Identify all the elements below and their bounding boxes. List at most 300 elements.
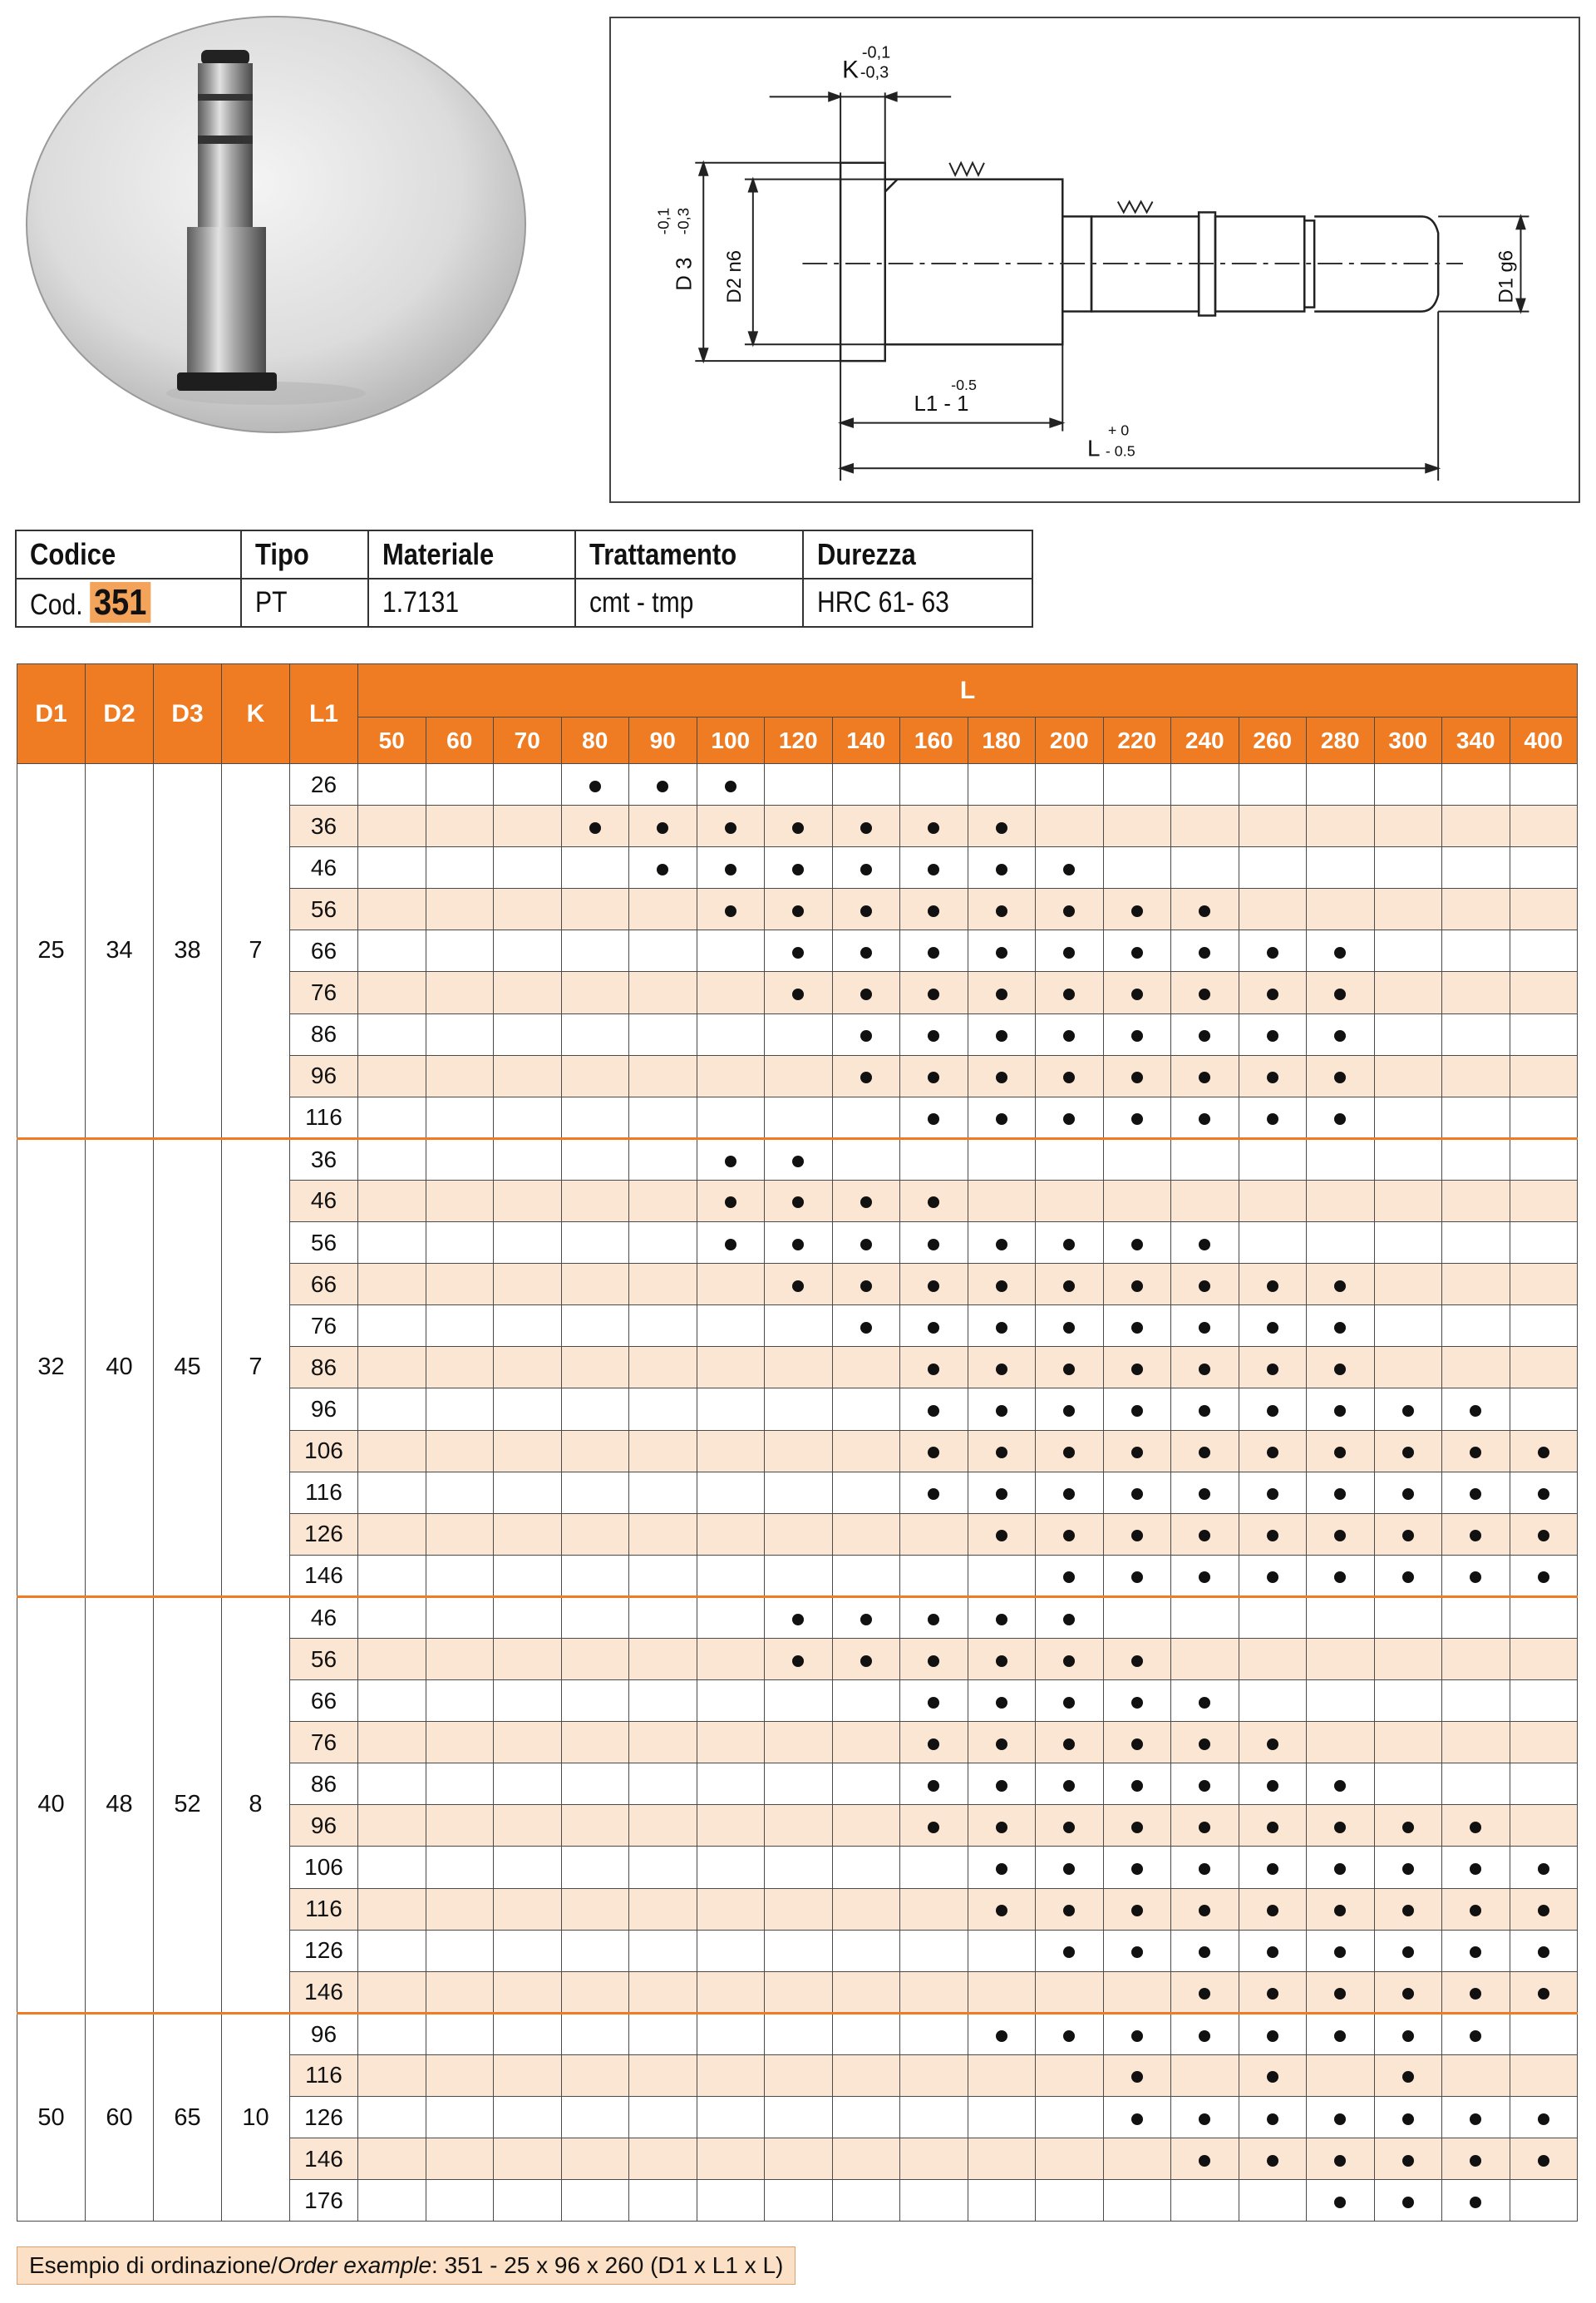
- cell-l-80: [561, 1347, 629, 1388]
- cell-l-200: [1036, 2054, 1104, 2096]
- cell-l-300: [1374, 1513, 1442, 1555]
- availability-dot: [928, 1488, 939, 1500]
- cell-l-120: [765, 1180, 833, 1221]
- cell-l-80: [561, 1055, 629, 1097]
- d3-label: D 3: [672, 257, 697, 291]
- availability-dot: [1470, 1905, 1481, 1916]
- availability-dot: [1470, 1822, 1481, 1833]
- availability-dot: [860, 1322, 872, 1334]
- cell-l-300: [1374, 1472, 1442, 1513]
- cell-l-200: [1036, 1430, 1104, 1472]
- cell-l-180: [968, 1472, 1036, 1513]
- cell-l-90: [629, 1180, 697, 1221]
- cell-l-140: [832, 1264, 900, 1305]
- header-l-100: 100: [697, 718, 765, 764]
- availability-dot: [1334, 1113, 1346, 1125]
- cell-l-120: [765, 1222, 833, 1264]
- header-l-280: 280: [1307, 718, 1375, 764]
- availability-dot: [996, 1239, 1007, 1250]
- availability-dot: [928, 864, 939, 875]
- cell-l-300: [1374, 764, 1442, 806]
- cell-l1: 86: [290, 1763, 358, 1805]
- cell-l-70: [494, 1722, 562, 1763]
- cell-l-200: [1036, 1097, 1104, 1138]
- cell-l-220: [1103, 1347, 1171, 1388]
- cell-l-240: [1171, 1513, 1239, 1555]
- cell-l-400: [1510, 2013, 1578, 2054]
- cell-l1: 46: [290, 1180, 358, 1221]
- cell-l-50: [358, 1763, 426, 1805]
- cell-l-60: [426, 1347, 494, 1388]
- cell-l-300: [1374, 1013, 1442, 1055]
- cell-l-180: [968, 1347, 1036, 1388]
- cell-l1: 66: [290, 1264, 358, 1305]
- cell-l-280: [1307, 930, 1375, 972]
- cell-l-140: [832, 1930, 900, 1971]
- availability-dot: [1470, 1946, 1481, 1958]
- cell-l-70: [494, 1222, 562, 1264]
- cell-l-340: [1442, 1680, 1510, 1722]
- cell-l-140: [832, 1722, 900, 1763]
- cell-d1: 40: [17, 1596, 86, 2013]
- cell-l-140: [832, 930, 900, 972]
- cell-l-260: [1239, 1180, 1307, 1221]
- header-d2: D2: [86, 664, 154, 764]
- availability-dot: [996, 1364, 1007, 1375]
- availability-dot: [1199, 2113, 1210, 2125]
- availability-dot: [928, 1614, 939, 1625]
- cell-l-90: [629, 1430, 697, 1472]
- cell-l-90: [629, 1805, 697, 1847]
- cell-l-90: [629, 2180, 697, 2222]
- cell-l-220: [1103, 1888, 1171, 1930]
- cell-l-200: [1036, 972, 1104, 1013]
- cell-l-340: [1442, 847, 1510, 889]
- cell-l-400: [1510, 1596, 1578, 1638]
- cell-l-160: [900, 2138, 968, 2180]
- cell-l-160: [900, 1347, 968, 1388]
- cell-l1: 146: [290, 1971, 358, 2013]
- cell-l-340: [1442, 889, 1510, 930]
- order-example-italic: Order example: [277, 2252, 432, 2278]
- availability-dot: [1538, 1988, 1549, 2000]
- cell-l-400: [1510, 1472, 1578, 1513]
- cell-l-240: [1171, 2097, 1239, 2138]
- cell-l-260: [1239, 806, 1307, 847]
- cell-l-80: [561, 1888, 629, 1930]
- cell-l-140: [832, 1971, 900, 2013]
- availability-dot: [1334, 1822, 1346, 1833]
- availability-dot: [1267, 2030, 1278, 2042]
- cell-l-340: [1442, 972, 1510, 1013]
- availability-dot: [1267, 1364, 1278, 1375]
- technical-drawing-frame: [609, 17, 1580, 503]
- cell-l-90: [629, 806, 697, 847]
- cell-l-160: [900, 1805, 968, 1847]
- cell-l-70: [494, 1055, 562, 1097]
- availability-dot: [1267, 1405, 1278, 1417]
- cell-l-160: [900, 1388, 968, 1430]
- cell-l-100: [697, 1513, 765, 1555]
- cell-l-90: [629, 1097, 697, 1138]
- availability-dot: [657, 781, 668, 792]
- cell-l-80: [561, 1430, 629, 1472]
- cell-l-120: [765, 1722, 833, 1763]
- cell-l-300: [1374, 1555, 1442, 1596]
- cell-l-60: [426, 847, 494, 889]
- cell-l-200: [1036, 806, 1104, 847]
- cell-l-70: [494, 1638, 562, 1679]
- cell-l-100: [697, 1971, 765, 2013]
- cell-l-120: [765, 1805, 833, 1847]
- availability-dot: [1402, 2030, 1414, 2042]
- cell-l1: 146: [290, 2138, 358, 2180]
- cell-l-50: [358, 1264, 426, 1305]
- availability-dot: [1402, 2113, 1414, 2125]
- cell-l-50: [358, 2013, 426, 2054]
- availability-dot: [1131, 1239, 1143, 1250]
- cell-l-160: [900, 847, 968, 889]
- cell-l-80: [561, 1680, 629, 1722]
- cell-l-100: [697, 1013, 765, 1055]
- cell-l-160: [900, 1763, 968, 1805]
- cell-l-90: [629, 2013, 697, 2054]
- cell-l-280: [1307, 889, 1375, 930]
- cell-l-280: [1307, 1680, 1375, 1722]
- cell-l-180: [968, 1305, 1036, 1347]
- cell-l-220: [1103, 1722, 1171, 1763]
- cell-l-260: [1239, 1638, 1307, 1679]
- cell-l-100: [697, 1638, 765, 1679]
- cell-l-280: [1307, 1930, 1375, 1971]
- cell-l-60: [426, 1097, 494, 1138]
- cell-l-220: [1103, 1763, 1171, 1805]
- cell-l-70: [494, 1555, 562, 1596]
- cell-l-60: [426, 1138, 494, 1180]
- availability-dot: [1063, 1322, 1075, 1334]
- availability-dot: [1199, 1822, 1210, 1833]
- cell-l-200: [1036, 847, 1104, 889]
- cell-l-280: [1307, 1055, 1375, 1097]
- cell-l-400: [1510, 1264, 1578, 1305]
- cell-l-300: [1374, 1347, 1442, 1388]
- cell-l-180: [968, 1722, 1036, 1763]
- cell-l-180: [968, 1138, 1036, 1180]
- cell-l-160: [900, 930, 968, 972]
- k-label: K: [842, 56, 859, 84]
- cell-l-100: [697, 1805, 765, 1847]
- cell-l-50: [358, 1805, 426, 1847]
- cell-l-260: [1239, 1930, 1307, 1971]
- cell-l-80: [561, 1971, 629, 2013]
- availability-dot: [860, 1030, 872, 1042]
- cell-l-120: [765, 1472, 833, 1513]
- cell-l-50: [358, 930, 426, 972]
- product-photo: [17, 15, 536, 439]
- cell-l1: 76: [290, 1305, 358, 1347]
- cell-l-80: [561, 1472, 629, 1513]
- availability-dot: [1063, 1863, 1075, 1875]
- cell-l-160: [900, 806, 968, 847]
- table-row: [17, 2013, 1578, 2054]
- header-l-80: 80: [561, 718, 629, 764]
- cell-l-300: [1374, 1763, 1442, 1805]
- cell-l-70: [494, 1472, 562, 1513]
- cell-l-220: [1103, 847, 1171, 889]
- cell-l-340: [1442, 806, 1510, 847]
- cell-l-280: [1307, 847, 1375, 889]
- cell-l-80: [561, 806, 629, 847]
- cell-l-60: [426, 1472, 494, 1513]
- availability-dot: [1131, 1822, 1143, 1833]
- code-prefix: Cod.: [30, 589, 83, 621]
- cell-l1: 56: [290, 889, 358, 930]
- cell-l-80: [561, 1013, 629, 1055]
- cell-l-200: [1036, 1264, 1104, 1305]
- cell-l-140: [832, 1805, 900, 1847]
- header-l-160: 160: [900, 718, 968, 764]
- availability-dot: [1063, 2030, 1075, 2042]
- cell-l-60: [426, 1513, 494, 1555]
- cell-l-340: [1442, 1013, 1510, 1055]
- cell-l-400: [1510, 1097, 1578, 1138]
- cell-l-140: [832, 1888, 900, 1930]
- spec-trattamento-cell: cmt - tmp: [575, 579, 803, 627]
- cell-l-100: [697, 1180, 765, 1221]
- availability-dot: [996, 864, 1007, 875]
- cell-l-340: [1442, 1055, 1510, 1097]
- cell-l-280: [1307, 1596, 1375, 1638]
- availability-dot: [928, 1364, 939, 1375]
- table-row: [17, 1596, 1578, 1638]
- availability-dot: [928, 905, 939, 917]
- availability-dot: [1131, 1697, 1143, 1709]
- cell-l-140: [832, 1097, 900, 1138]
- cell-l-260: [1239, 1472, 1307, 1513]
- cell-d3: 45: [154, 1138, 222, 1596]
- cell-l-50: [358, 1555, 426, 1596]
- cell-l-280: [1307, 1847, 1375, 1888]
- cell-l-50: [358, 1513, 426, 1555]
- cell-l-120: [765, 2097, 833, 2138]
- table-row: [17, 764, 1578, 806]
- cell-l-240: [1171, 1805, 1239, 1847]
- availability-dot: [1199, 1072, 1210, 1083]
- cell-l-220: [1103, 1430, 1171, 1472]
- cell-l-400: [1510, 972, 1578, 1013]
- cell-l-160: [900, 1472, 968, 1513]
- cell-l-340: [1442, 2138, 1510, 2180]
- cell-l-100: [697, 2180, 765, 2222]
- cell-l-220: [1103, 1138, 1171, 1180]
- cell-l-140: [832, 1222, 900, 1264]
- availability-dot: [1199, 1488, 1210, 1500]
- cell-l1: 46: [290, 1596, 358, 1638]
- cell-l-400: [1510, 847, 1578, 889]
- cell-l-240: [1171, 2013, 1239, 2054]
- cell-l-80: [561, 2054, 629, 2096]
- availability-dot: [1334, 1030, 1346, 1042]
- cell-l-120: [765, 1555, 833, 1596]
- availability-dot: [1199, 1905, 1210, 1916]
- cell-l-400: [1510, 1638, 1578, 1679]
- cell-l-240: [1171, 764, 1239, 806]
- cell-l-260: [1239, 1596, 1307, 1638]
- availability-dot: [928, 1447, 939, 1458]
- cell-l-220: [1103, 1264, 1171, 1305]
- spec-materiale-cell: 1.7131: [368, 579, 575, 627]
- cell-l-100: [697, 1763, 765, 1805]
- availability-dot: [1199, 1863, 1210, 1875]
- availability-dot: [1267, 1738, 1278, 1750]
- cell-l1: 76: [290, 972, 358, 1013]
- availability-dot: [1131, 2071, 1143, 2083]
- order-example-text: : 351 - 25 x 96 x 260 (D1 x L1 x L): [431, 2252, 784, 2278]
- cell-l-70: [494, 847, 562, 889]
- cell-l-180: [968, 1055, 1036, 1097]
- cell-l-220: [1103, 1472, 1171, 1513]
- cell-l-160: [900, 1596, 968, 1638]
- cell-l-120: [765, 1305, 833, 1347]
- availability-dot: [589, 822, 601, 834]
- cell-l-120: [765, 1347, 833, 1388]
- cell-l-100: [697, 2013, 765, 2054]
- cell-l-100: [697, 1347, 765, 1388]
- cell-l-80: [561, 972, 629, 1013]
- cell-l-400: [1510, 1930, 1578, 1971]
- cell-l-260: [1239, 1555, 1307, 1596]
- availability-dot: [1063, 864, 1075, 875]
- cell-l-260: [1239, 1513, 1307, 1555]
- availability-dot: [1063, 947, 1075, 959]
- cell-l-260: [1239, 889, 1307, 930]
- spec-header-row: [16, 530, 1032, 579]
- availability-dot: [928, 1738, 939, 1750]
- cell-l-260: [1239, 2180, 1307, 2222]
- cell-l-70: [494, 1347, 562, 1388]
- cell-l-120: [765, 1971, 833, 2013]
- cell-l-220: [1103, 764, 1171, 806]
- cell-l-90: [629, 1305, 697, 1347]
- availability-dot: [792, 1156, 804, 1167]
- cell-l-120: [765, 1264, 833, 1305]
- availability-dot: [996, 989, 1007, 1000]
- cell-l-160: [900, 1513, 968, 1555]
- cell-l-280: [1307, 2180, 1375, 2222]
- cell-l-50: [358, 1472, 426, 1513]
- availability-dot: [1470, 1488, 1481, 1500]
- cell-l-90: [629, 1472, 697, 1513]
- cell-l-50: [358, 847, 426, 889]
- cell-l-300: [1374, 1680, 1442, 1722]
- cell-l-220: [1103, 1596, 1171, 1638]
- cell-l-90: [629, 1847, 697, 1888]
- cell-l-140: [832, 1138, 900, 1180]
- availability-dot: [1199, 1447, 1210, 1458]
- availability-dot: [1267, 1072, 1278, 1083]
- cell-l-120: [765, 2013, 833, 2054]
- cell-l1: 126: [290, 1930, 358, 1971]
- cell-l-220: [1103, 1513, 1171, 1555]
- cell-d2: 34: [86, 764, 154, 1139]
- cell-l-200: [1036, 1222, 1104, 1264]
- cell-l1: 46: [290, 847, 358, 889]
- availability-dot: [1470, 2113, 1481, 2125]
- cell-l-100: [697, 1388, 765, 1430]
- availability-dot: [1267, 1113, 1278, 1125]
- availability-dot: [1267, 1571, 1278, 1583]
- cell-l-180: [968, 1971, 1036, 2013]
- availability-dot: [1267, 1905, 1278, 1916]
- cell-l-280: [1307, 1222, 1375, 1264]
- cell-l-280: [1307, 1763, 1375, 1805]
- cell-l-300: [1374, 1930, 1442, 1971]
- availability-dot: [1063, 1905, 1075, 1916]
- availability-dot: [928, 1030, 939, 1042]
- cell-l-340: [1442, 1472, 1510, 1513]
- cell-l-60: [426, 1888, 494, 1930]
- cell-l1: 56: [290, 1222, 358, 1264]
- cell-l-200: [1036, 1596, 1104, 1638]
- cell-l-200: [1036, 1347, 1104, 1388]
- availability-dot: [1199, 1988, 1210, 2000]
- availability-dot: [1267, 1447, 1278, 1458]
- cell-l-400: [1510, 1888, 1578, 1930]
- cell-l-200: [1036, 1722, 1104, 1763]
- d3-tol-top: -0,1: [654, 207, 672, 235]
- availability-dot: [1470, 2197, 1481, 2208]
- cell-l-140: [832, 2097, 900, 2138]
- cell-l-70: [494, 930, 562, 972]
- cell-l-100: [697, 2097, 765, 2138]
- cell-l-240: [1171, 930, 1239, 972]
- cell-l-140: [832, 847, 900, 889]
- cell-l-240: [1171, 1847, 1239, 1888]
- availability-dot: [928, 1280, 939, 1292]
- cell-l-400: [1510, 889, 1578, 930]
- cell-l-400: [1510, 1305, 1578, 1347]
- availability-dot: [1538, 2113, 1549, 2125]
- availability-dot: [1538, 1488, 1549, 1500]
- cell-l-60: [426, 1930, 494, 1971]
- availability-dot: [996, 1530, 1007, 1541]
- availability-dot: [1131, 1322, 1143, 1334]
- header-l-340: 340: [1442, 718, 1510, 764]
- availability-dot: [1267, 1030, 1278, 1042]
- cell-l-50: [358, 1888, 426, 1930]
- availability-dot: [1267, 2113, 1278, 2125]
- cell-l-100: [697, 1888, 765, 1930]
- cell-l-50: [358, 972, 426, 1013]
- cell-l-340: [1442, 1305, 1510, 1347]
- availability-table: [17, 663, 1578, 2222]
- cell-l-340: [1442, 1930, 1510, 1971]
- availability-dot: [1538, 1571, 1549, 1583]
- cell-l-90: [629, 972, 697, 1013]
- cell-l-120: [765, 1596, 833, 1638]
- cell-l-400: [1510, 1555, 1578, 1596]
- cell-l1: 66: [290, 930, 358, 972]
- cell-l-400: [1510, 2138, 1578, 2180]
- cell-l-240: [1171, 1347, 1239, 1388]
- availability-dot: [792, 822, 804, 834]
- cell-l-280: [1307, 806, 1375, 847]
- cell-l-180: [968, 972, 1036, 1013]
- cell-l-240: [1171, 1722, 1239, 1763]
- availability-dot: [1131, 1113, 1143, 1125]
- availability-dot: [1199, 1405, 1210, 1417]
- header-l-50: 50: [358, 718, 426, 764]
